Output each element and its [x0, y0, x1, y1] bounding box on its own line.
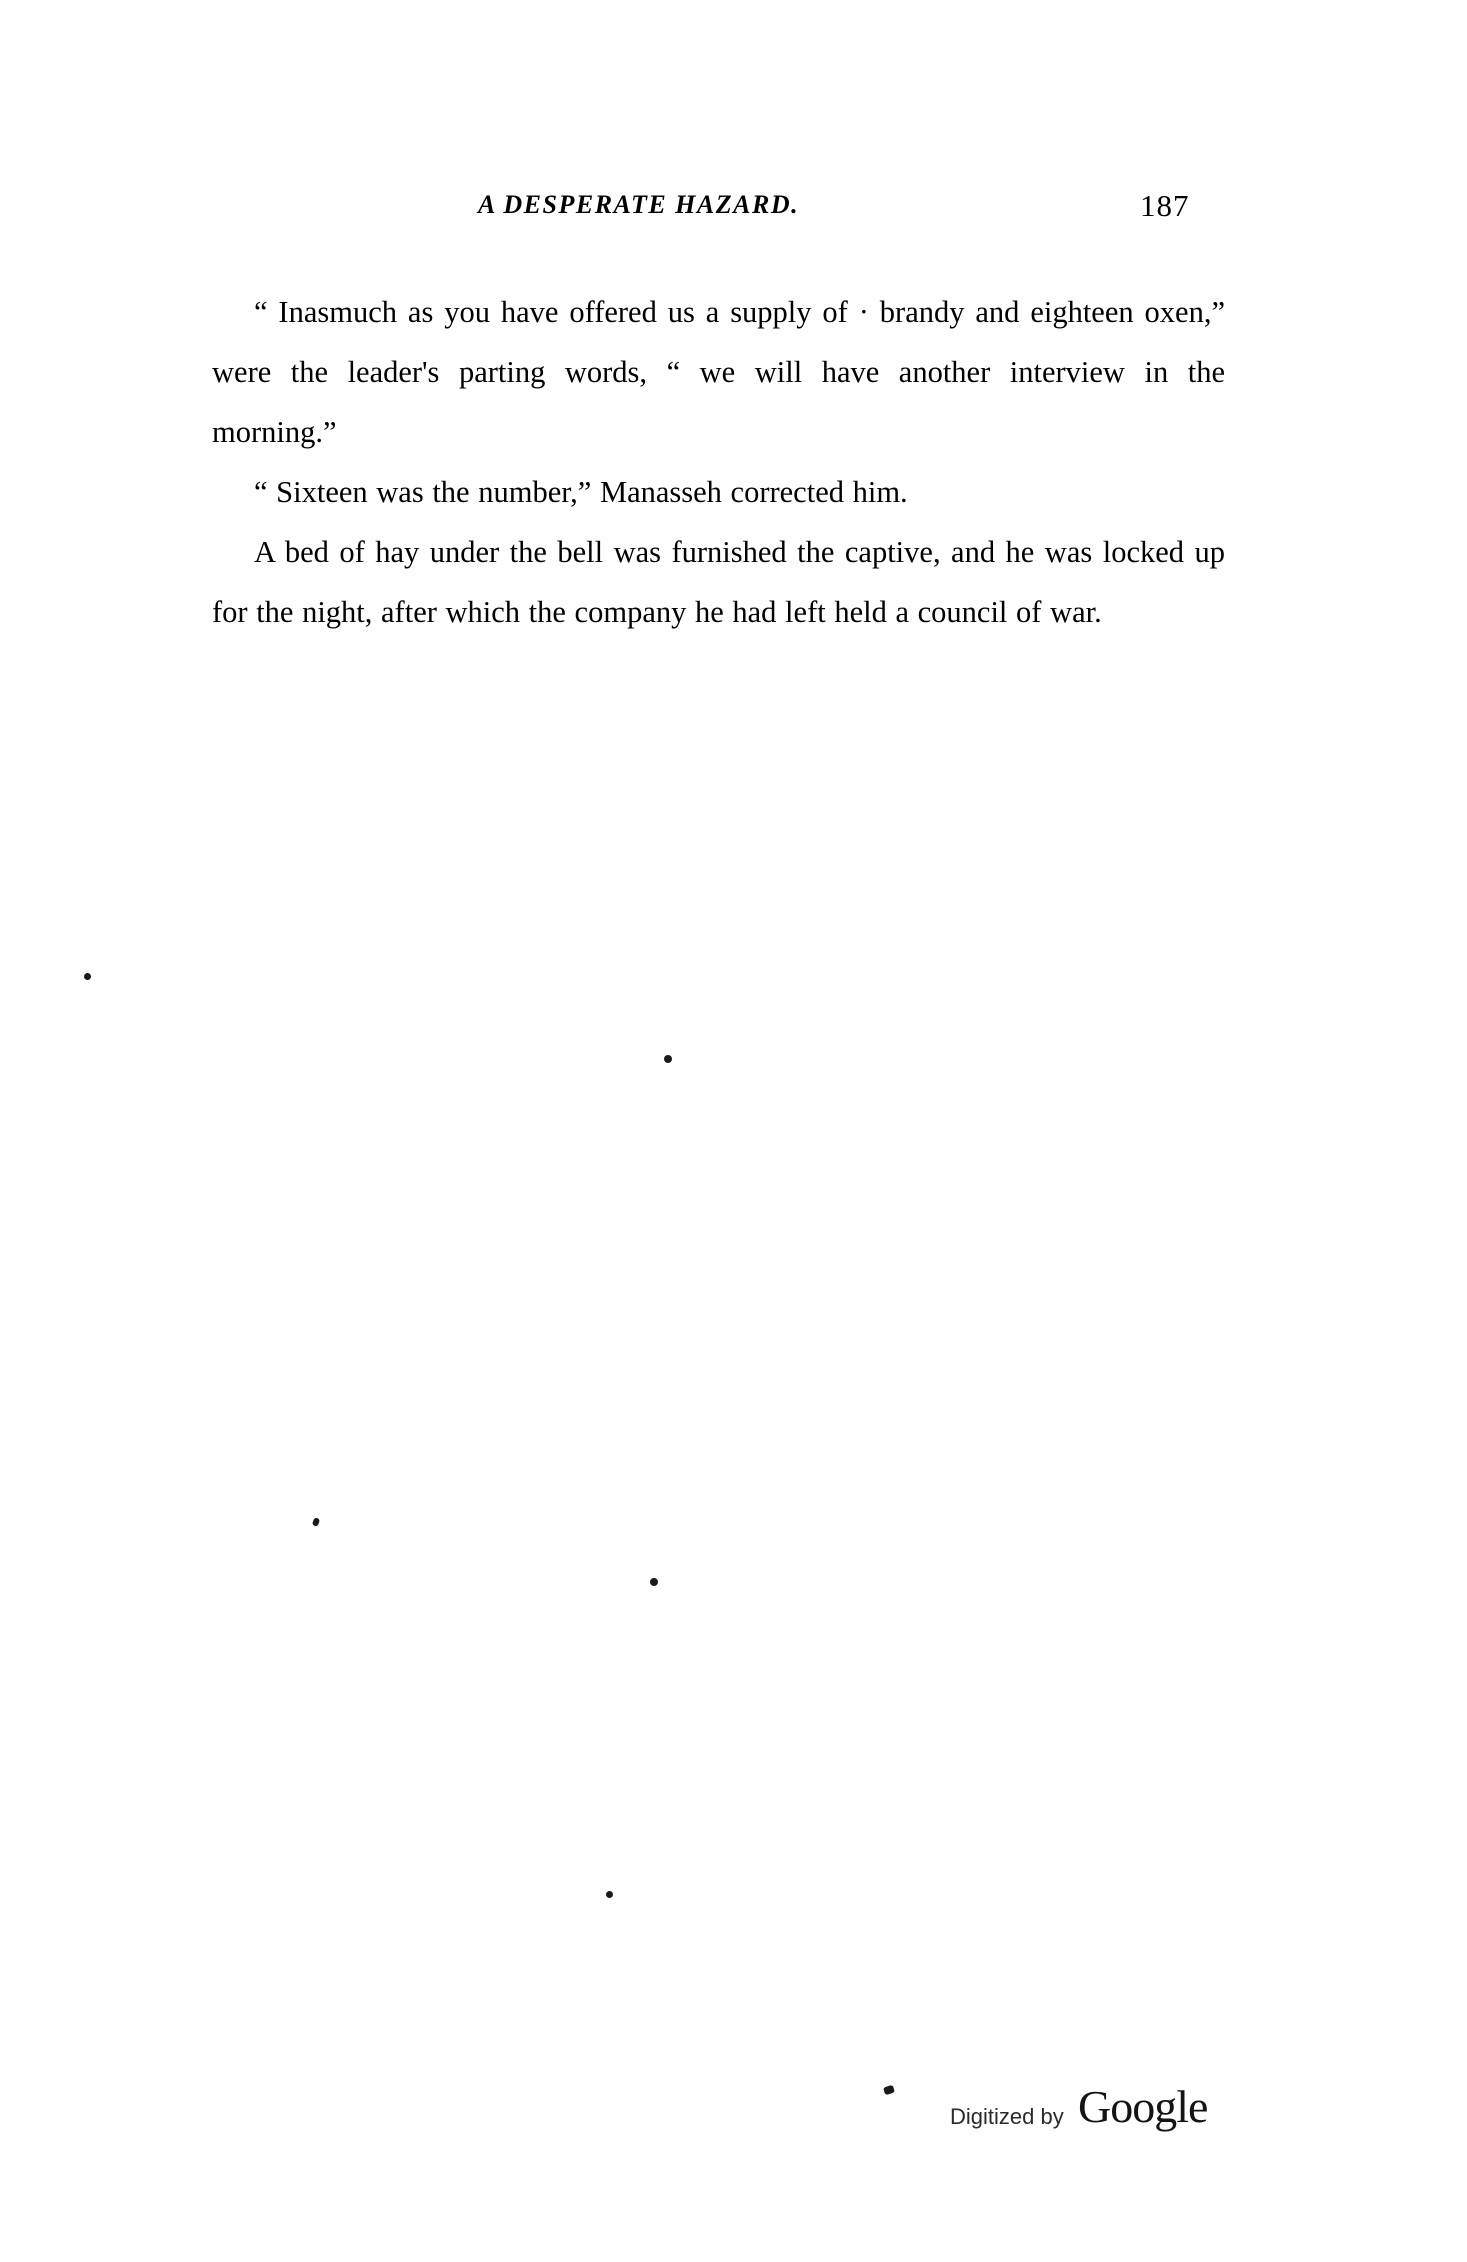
- scan-speck: [650, 1578, 658, 1586]
- scan-speck: [606, 1891, 613, 1898]
- paragraph: “ Sixteen was the number,” Manasseh corrected him.: [254, 475, 908, 509]
- scan-speck: [664, 1055, 672, 1063]
- running-head: [0, 190, 1467, 234]
- google-wordmark: Google: [1078, 2081, 1208, 2132]
- page-number: 187: [1140, 188, 1190, 223]
- paragraph: “ Inasmuch as you have offered us a supply of · brandy and eighteen oxen,” were the leader's parting words, “ we will have another interview in the morning.”: [212, 295, 1225, 449]
- paragraph: A bed of hay under the bell was furnished the captive, and he was locked up for the night, after which the company he had left held a council of war.: [212, 535, 1225, 629]
- scan-speck: [312, 1517, 320, 1527]
- scan-speck: [883, 2085, 895, 2096]
- running-head-title: A DESPERATE HAZARD.: [478, 190, 800, 219]
- digitized-by-label: Digitized by: [950, 2104, 1064, 2129]
- body-text: [212, 282, 1225, 642]
- digitization-watermark: [950, 2080, 1330, 2150]
- scan-speck: [84, 973, 91, 980]
